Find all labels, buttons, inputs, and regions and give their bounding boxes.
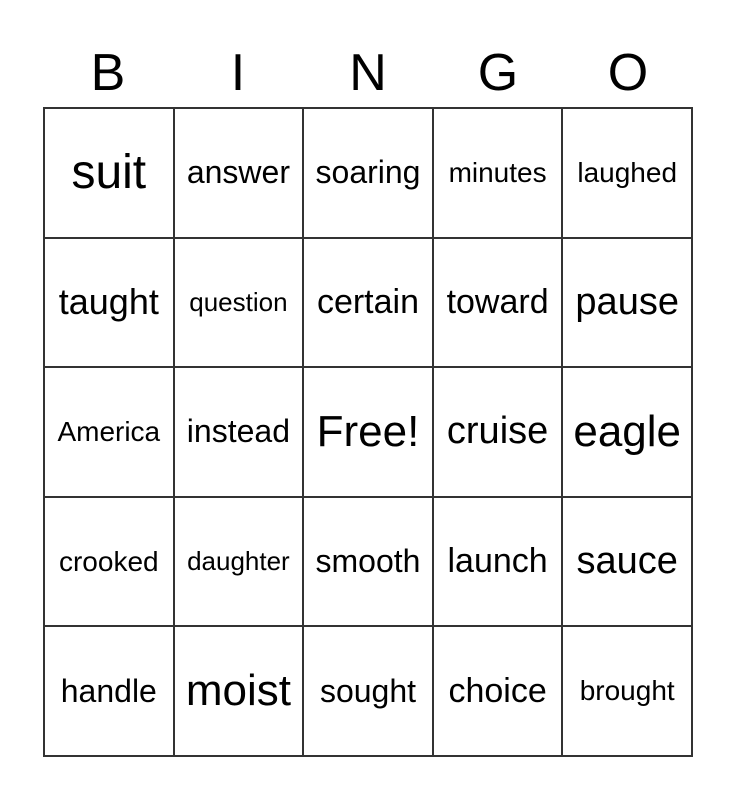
bingo-cell[interactable]: daughter xyxy=(174,497,304,627)
bingo-cell[interactable]: minutes xyxy=(433,108,563,238)
header-letter-g: G xyxy=(477,44,519,102)
bingo-cell[interactable]: answer xyxy=(174,108,304,238)
bingo-cell[interactable]: pause xyxy=(562,238,692,368)
bingo-cell[interactable]: America xyxy=(44,367,174,497)
bingo-cell[interactable]: soaring xyxy=(303,108,433,238)
header-letter-n: N xyxy=(349,44,387,102)
bingo-cell[interactable]: instead xyxy=(174,367,304,497)
free-space-cell[interactable]: Free! xyxy=(303,367,433,497)
header-letter-i: I xyxy=(230,44,246,102)
bingo-cell[interactable]: taught xyxy=(44,238,174,368)
bingo-cell[interactable]: sought xyxy=(303,626,433,756)
bingo-cell[interactable]: question xyxy=(174,238,304,368)
bingo-cell[interactable]: suit xyxy=(44,108,174,238)
bingo-cell[interactable]: crooked xyxy=(44,497,174,627)
bingo-cell[interactable]: sauce xyxy=(562,497,692,627)
bingo-cell[interactable]: cruise xyxy=(433,367,563,497)
bingo-cell[interactable]: brought xyxy=(562,626,692,756)
bingo-cell[interactable]: choice xyxy=(433,626,563,756)
header-letter-o: O xyxy=(607,44,649,102)
bingo-cell[interactable]: handle xyxy=(44,626,174,756)
bingo-header xyxy=(43,40,693,106)
bingo-cell[interactable]: smooth xyxy=(303,497,433,627)
bingo-grid xyxy=(43,107,693,757)
bingo-cell[interactable]: launch xyxy=(433,497,563,627)
bingo-cell[interactable]: laughed xyxy=(562,108,692,238)
bingo-cell[interactable]: toward xyxy=(433,238,563,368)
header-letter-b: B xyxy=(90,44,126,102)
bingo-cell[interactable]: moist xyxy=(174,626,304,756)
bingo-cell[interactable]: eagle xyxy=(562,367,692,497)
bingo-cell[interactable]: certain xyxy=(303,238,433,368)
